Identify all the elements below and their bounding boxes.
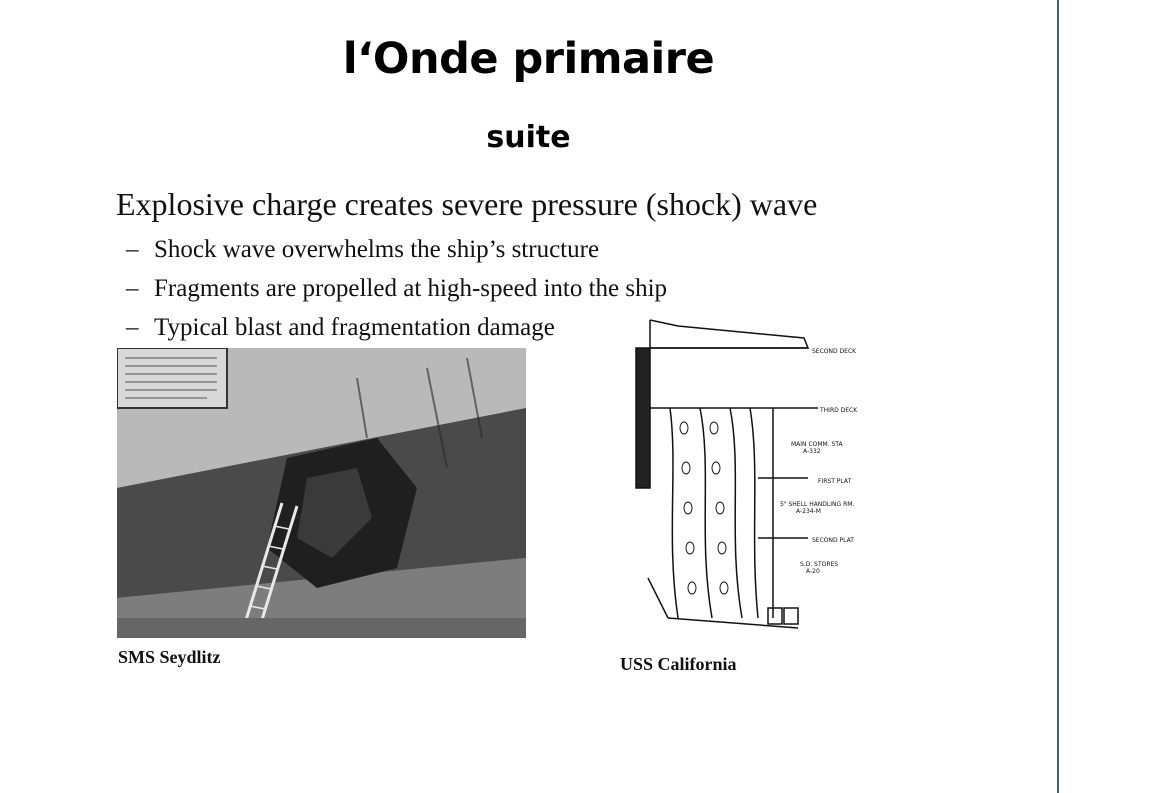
sub-bullet (126, 314, 555, 342)
label-main-comm-num: A-332 (803, 448, 821, 455)
california-damage-diagram (608, 318, 870, 640)
dash-marker: – (126, 275, 139, 302)
label-handling-num: A-234-M (796, 508, 821, 515)
label-handling-room: 5" SHELL HANDLING RM. (780, 501, 855, 508)
sub-bullet-text: Typical blast and fragmentation damage (154, 314, 555, 341)
label-stores: S.D. STORES (800, 561, 839, 568)
sub-bullet-text: Fragments are propelled at high-speed into the ship (154, 275, 668, 302)
label-stores-num: A-20 (806, 568, 820, 575)
dash-marker: – (126, 236, 139, 263)
label-first-plat: FIRST PLAT (818, 478, 852, 485)
label-third-deck: THIRD DECK (820, 407, 858, 414)
slide-title: l‘Onde primaire (342, 34, 715, 84)
main-bullet: Explosive charge creates severe pressure (shock) wave (116, 186, 818, 222)
dash-marker: – (126, 314, 139, 341)
seydlitz-damage-photo (117, 348, 526, 638)
label-second-deck: SECOND DECK (812, 348, 857, 355)
slide-border-line (1057, 0, 1059, 793)
sub-bullet (126, 236, 599, 264)
label-second-plat: SECOND PLAT (812, 537, 854, 544)
sub-bullet-text: Shock wave overwhelms the ship’s structure (154, 236, 600, 263)
left-figure-caption: SMS Seydlitz (118, 647, 221, 667)
right-figure-caption: USS California (620, 654, 737, 674)
label-main-comm: MAIN COMM. STA (791, 441, 843, 448)
sub-bullet (126, 275, 667, 303)
slide-subtitle: suite (486, 120, 571, 155)
